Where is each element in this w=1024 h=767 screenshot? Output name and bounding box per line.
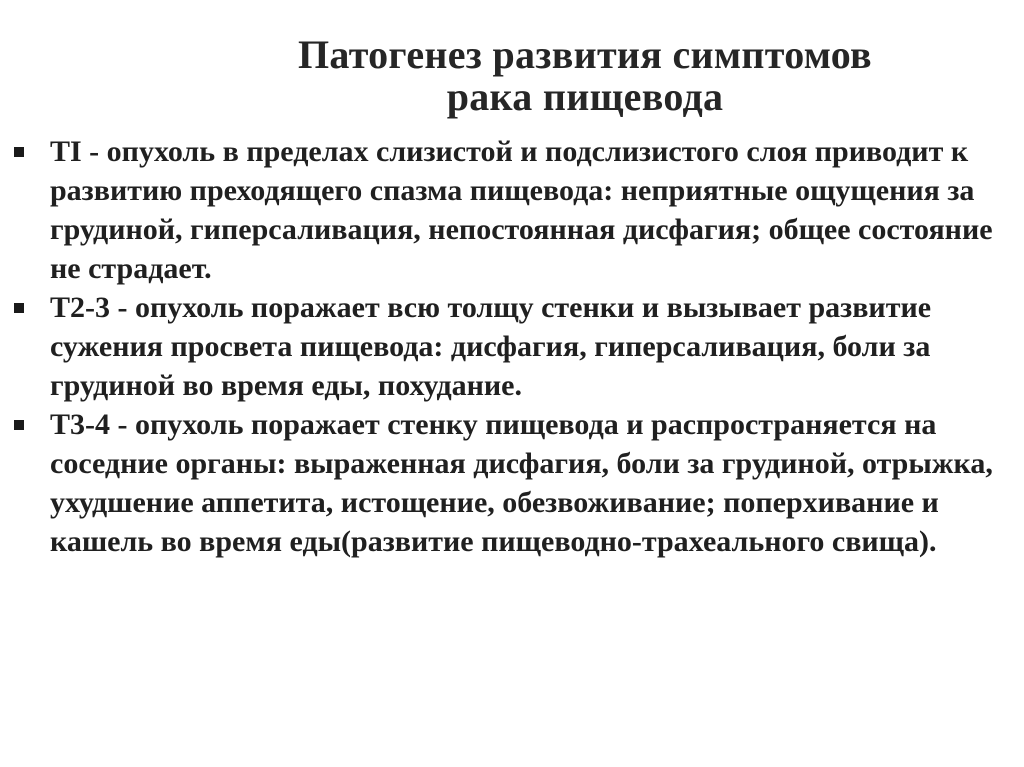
bullet-list [14,132,1014,561]
bullet-item-t3-4 [14,405,1014,561]
slide-title-line-2: рака пищевода [446,74,724,119]
slide-title-line-1: Патогенез развития симптомов [298,32,872,77]
square-bullet-icon [14,420,24,430]
bullet-text-t3-4: T3-4 - опухоль поражает стенку пищевода и распространяется на соседние органы: выраженная дисфагия, боли за грудиной, отрыжка, ухудшение аппетита, истощение, обезвоживание; поперхивание и кашель во время еды(развитие пищеводно-трахеального свища). [50,408,993,558]
bullet-text-t2-3: T2-3 - опухоль поражает всю толщу стенки и вызывает развитие сужения просвета пищевода: дисфагия, гиперсаливация, боли за грудиной во время еды, похудание. [50,291,932,402]
square-bullet-icon [14,303,24,313]
bullet-text-t1: TI - опухоль в пределах слизистой и подслизистого слоя приводит к развитию преходящего спазма пищевода: неприятные ощущения за грудиной, гиперсаливация, непостоянная дисфагия; общее состояние не страдает. [50,135,993,285]
square-bullet-icon [14,147,24,157]
bullet-item-t2-3 [14,288,1014,405]
slide-title [190,34,980,118]
bullet-item-t1 [14,132,1014,288]
